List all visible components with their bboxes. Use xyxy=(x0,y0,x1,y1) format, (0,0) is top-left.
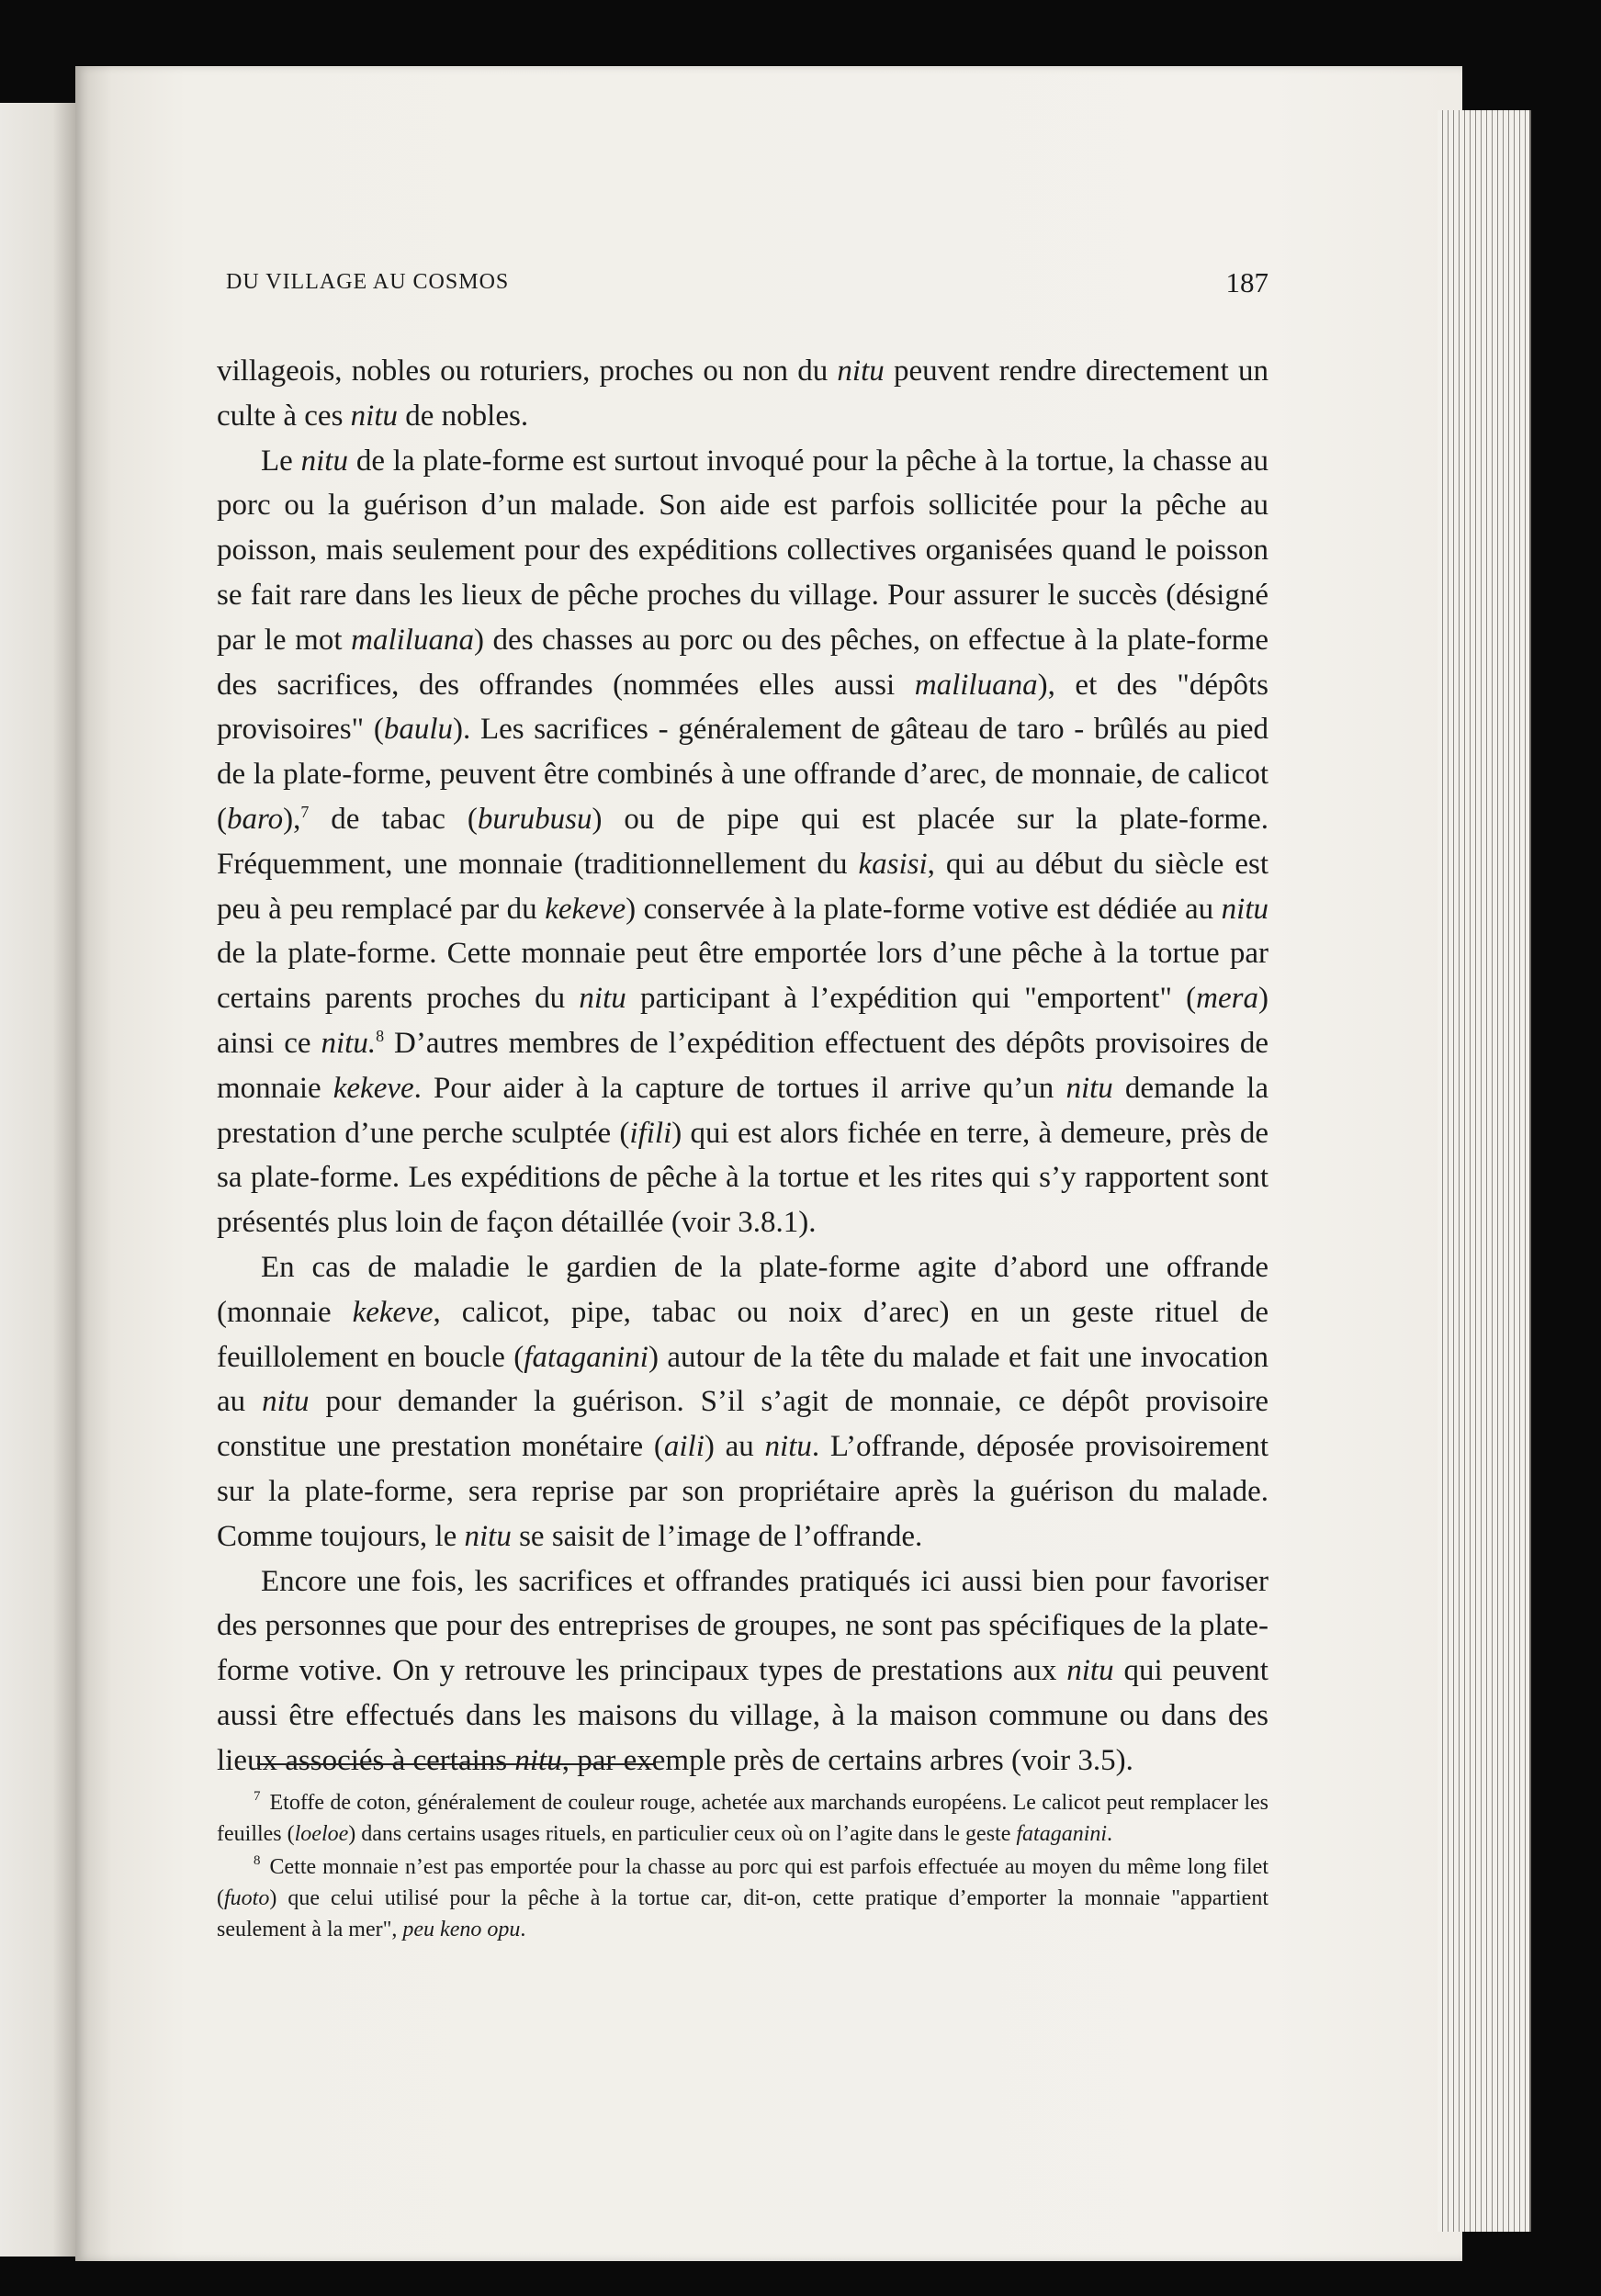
text-run: . xyxy=(520,1918,526,1941)
text-run: . L’offrande, déposée provisoirement sur la plate-forme, sera reprise par son propriétaire après la guérison du malade. Comme toujours, le xyxy=(217,1430,1268,1553)
running-head xyxy=(217,266,1268,301)
text-run: se saisit de l’image de l’offrande. xyxy=(511,1519,923,1553)
text-run: participant à l’expédition qui "emportent" ( xyxy=(626,982,1197,1016)
text-run: peuvent rendre directement un culte à ces xyxy=(217,355,1268,433)
text-run: ) dans certains usages rituels, en particulier ceux où on l’agite dans le geste xyxy=(348,1822,1017,1846)
italic-term: aili xyxy=(663,1430,705,1464)
text-run: ), xyxy=(283,802,301,836)
facing-page-edge xyxy=(0,103,75,2257)
italic-term: nitu xyxy=(579,982,626,1016)
italic-term: kekeve xyxy=(545,892,626,926)
footnote-ref: 8 xyxy=(376,1026,385,1045)
text-run: ) autour de la tête du malade et fait une invocation au xyxy=(217,1340,1268,1419)
text-run: pour demander la guérison. S’il s’agit de monnaie, ce dépôt provisoire constitue une prestation monétaire ( xyxy=(217,1385,1268,1464)
italic-term: nitu xyxy=(764,1430,812,1464)
text-run: villageois, nobles ou roturiers, proches ou non du xyxy=(217,355,838,388)
text-run: , par exemple près de certains arbres (voir 3.5). xyxy=(561,1743,1133,1777)
text-run: ) des chasses au porc ou des pêches, on effectue à la plate-forme des sacrifices, des offrandes (nommées elles aussi xyxy=(217,623,1268,702)
text-run: Cette monnaie n’est pas emportée pour la chasse au porc qui est parfois effectuée au moyen du même long filet ( xyxy=(217,1855,1268,1910)
italic-term: maliluana xyxy=(914,668,1038,702)
italic-term: nitu xyxy=(837,355,885,388)
text-run: demande la prestation d’une perche sculptée ( xyxy=(217,1071,1268,1150)
text-run: En cas de maladie le gardien de la plate-forme agite d’abord une offrande (monnaie xyxy=(217,1250,1268,1329)
italic-term: nitu xyxy=(464,1519,512,1553)
running-title: DU VILLAGE AU COSMOS xyxy=(226,270,510,294)
italic-term: kekeve xyxy=(333,1071,414,1105)
italic-term: loeloe xyxy=(294,1822,349,1846)
text-run: Etoffe de coton, généralement de couleur rouge, achetée aux marchands européens. Le calicot peut remplacer les feuilles ( xyxy=(217,1791,1268,1846)
footnotes xyxy=(217,1787,1268,1945)
text-run: ). Les sacrifices - généralement de gâteau de taro - brûlés au pied de la plate-forme, peuvent être combinés à une offrande d’arec, de monnaie, de calicot ( xyxy=(217,713,1269,836)
italic-term: fuoto xyxy=(224,1886,270,1910)
italic-term: nitu xyxy=(300,444,348,478)
footnote xyxy=(217,1851,1268,1945)
page-stack-edges xyxy=(1438,110,1531,2232)
italic-term: kasisi xyxy=(858,847,928,881)
text-run: de la plate-forme est surtout invoqué pour la pêche à la tortue, la chasse au porc ou la guérison d’un malade. Son aide est parfois sollicitée pour la pêche au poisson, mais seulement pour des expéditions collectives organisées quand le poisson se fait rare dans les lieux de pêche proches du village. Pour assurer le succès (désigné par le mot xyxy=(217,444,1268,657)
italic-term: fataganini xyxy=(524,1340,648,1374)
italic-term: nitu xyxy=(1066,1654,1114,1688)
text-run: ), et des "dépôts provisoires" ( xyxy=(217,668,1268,747)
text-run: Le xyxy=(261,444,301,478)
italic-term: nitu xyxy=(262,1385,310,1419)
text-run: . xyxy=(1107,1822,1113,1846)
text-run: ) que celui utilisé pour la pêche à la tortue car, dit-on, cette pratique d’emporter la monnaie "appartient seulement à la mer", xyxy=(217,1886,1268,1941)
italic-term: ifili xyxy=(629,1116,672,1150)
paragraph xyxy=(217,349,1268,439)
text-run: ) ou de pipe qui est placée sur la plate-forme. Fréquemment, une monnaie (traditionnellement du xyxy=(217,802,1268,881)
text-run: ) conservée à la plate-forme votive est dédiée au xyxy=(626,892,1222,926)
italic-term: nitu xyxy=(1065,1071,1113,1105)
footnote-ref: 7 xyxy=(300,802,310,821)
italic-term: baro xyxy=(227,802,284,836)
italic-term: mera xyxy=(1196,982,1258,1016)
text-run: ) qui est alors fichée en terre, à demeure, près de sa plate-forme. Les expéditions de pêche à la tortue et les rites qui s’y rapportent sont présentés plus loin de façon détaillée (voir 3.8.1). xyxy=(217,1116,1268,1240)
paragraph xyxy=(217,1559,1268,1784)
text-run: D’autres membres de l’expédition effectuent des dépôts provisoires de monnaie xyxy=(217,1026,1269,1105)
italic-term: nitu xyxy=(1221,892,1268,926)
text-run: , qui au début du siècle est peu à peu remplacé par du xyxy=(217,847,1268,926)
page-number: 187 xyxy=(1225,266,1268,298)
footnote-number: 8 xyxy=(254,1853,261,1868)
italic-term: maliluana xyxy=(351,623,474,657)
italic-term: nitu. xyxy=(321,1026,377,1060)
text-run: Encore une fois, les sacrifices et offrandes pratiqués ici aussi bien pour favoriser des personnes que pour des entreprises de groupes, ne sont pas spécifiques de la plate-forme votive. On y retrouve les principaux types de prestations aux xyxy=(217,1564,1268,1688)
italic-term: burubusu xyxy=(477,802,592,836)
footnote-rule xyxy=(257,1763,654,1765)
text-run: de la plate-forme. Cette monnaie peut être emportée lors d’une pêche à la tortue par certains parents proches du xyxy=(217,937,1268,1016)
text-run: qui peuvent aussi être effectués dans les maisons du village, à la maison commune ou dans des lieux associés à certains xyxy=(217,1654,1268,1777)
italic-term: baulu xyxy=(383,713,453,747)
paragraph xyxy=(217,1245,1268,1559)
text-run: de nobles. xyxy=(398,399,529,433)
italic-term: nitu xyxy=(350,399,399,433)
footnote xyxy=(217,1787,1268,1850)
text-run: ) au xyxy=(704,1430,765,1464)
italic-term: kekeve xyxy=(352,1295,434,1329)
italic-term: nitu xyxy=(514,1743,562,1777)
text-run: , calicot, pipe, tabac ou noix d’arec) en un geste rituel de feuillolement en boucle ( xyxy=(217,1295,1268,1374)
text-run: . Pour aider à la capture de tortues il arrive qu’un xyxy=(413,1071,1066,1105)
paragraph xyxy=(217,439,1268,1245)
text-run: ) ainsi ce xyxy=(217,982,1268,1060)
italic-term: fataganini xyxy=(1016,1822,1108,1846)
italic-term: peu keno opu xyxy=(402,1918,521,1941)
body-text xyxy=(217,349,1268,1784)
footnote-number: 7 xyxy=(254,1789,261,1804)
text-run: de tabac ( xyxy=(309,802,478,836)
